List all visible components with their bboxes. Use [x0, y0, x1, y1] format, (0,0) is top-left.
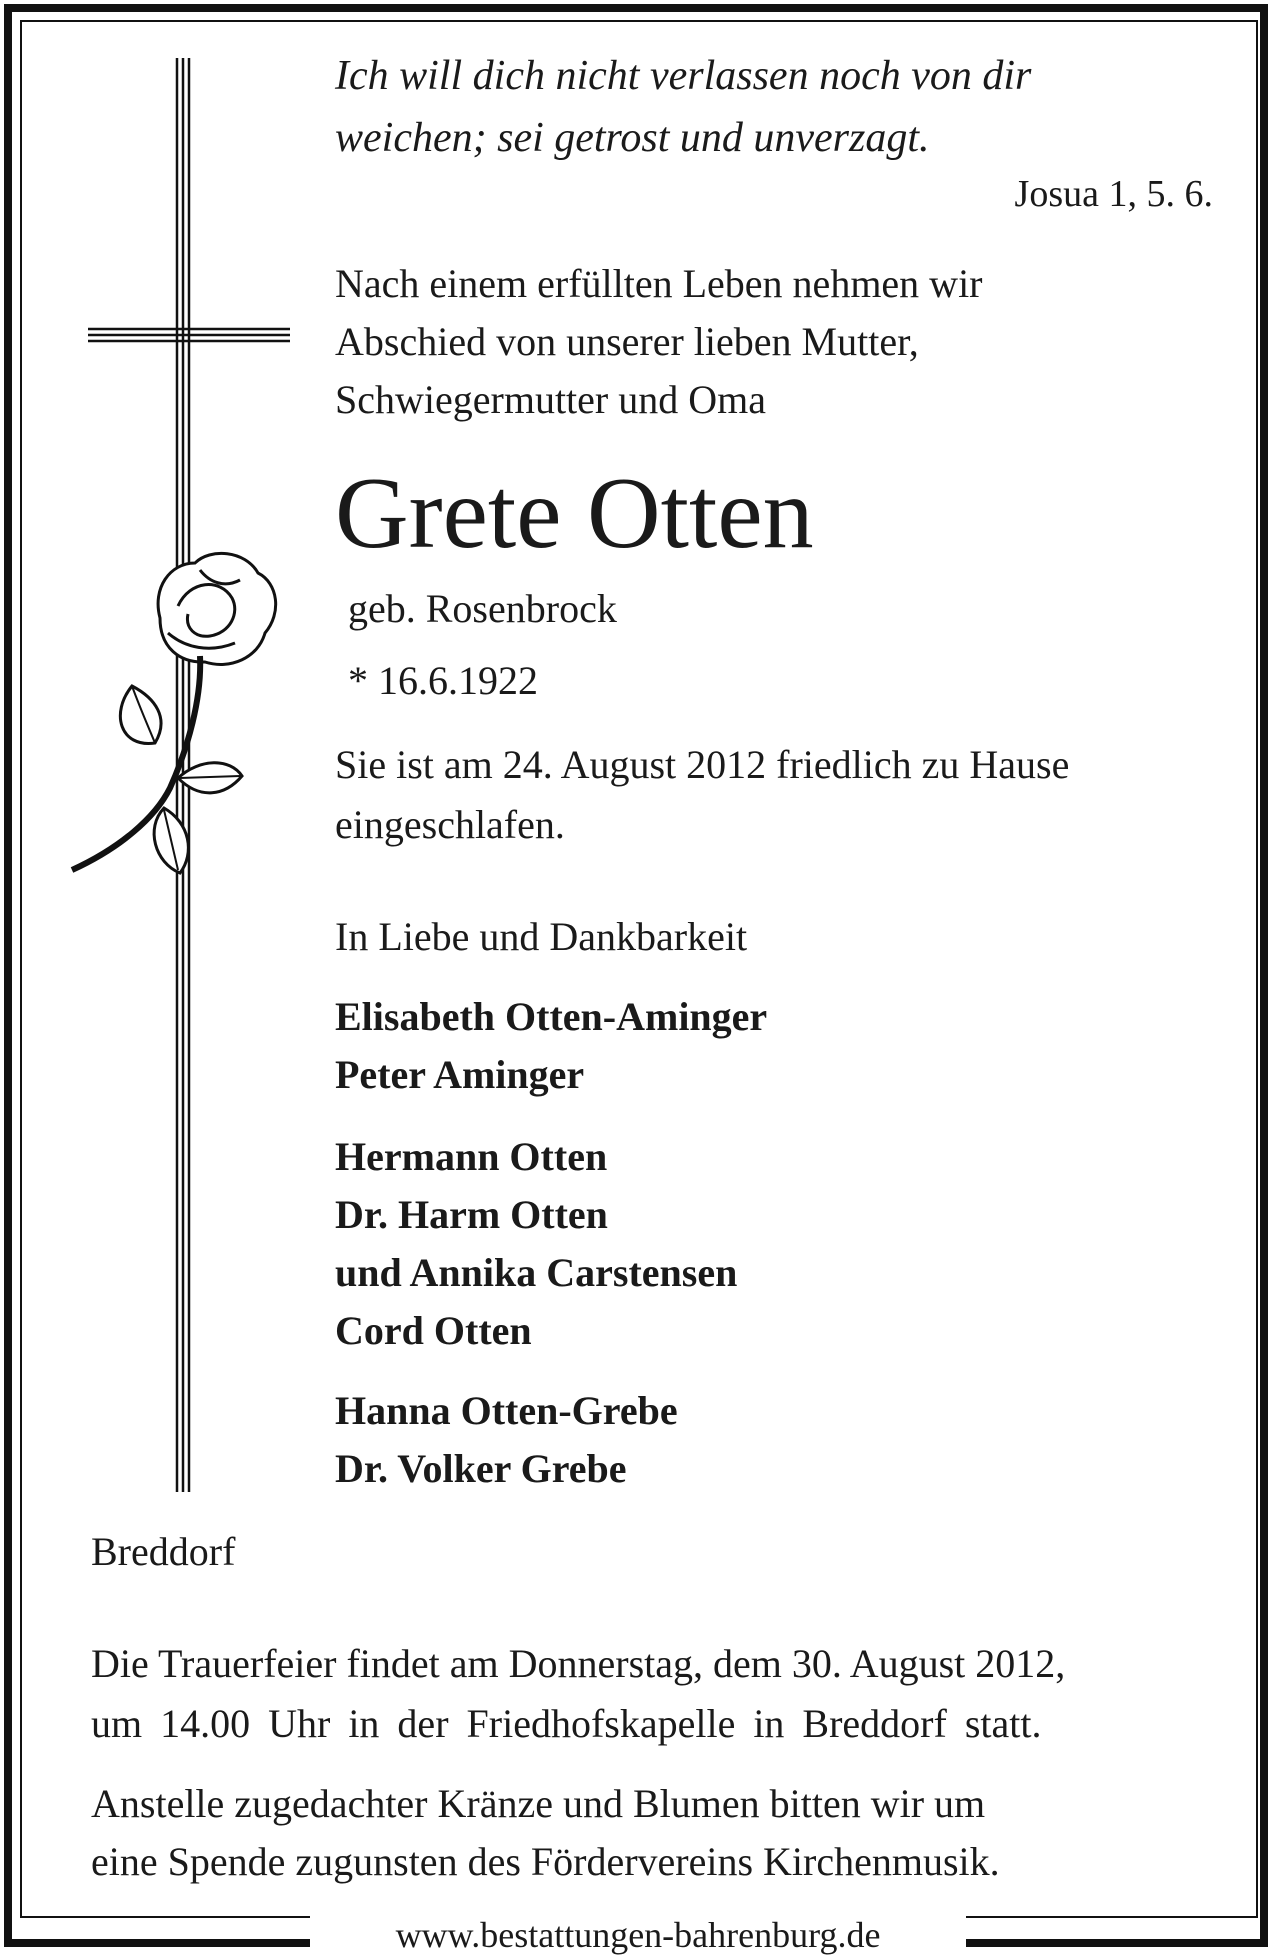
verse-line: weichen; sei getrost und unverzagt.: [335, 115, 930, 161]
verse-reference: Josua 1, 5. 6.: [1014, 173, 1213, 215]
family-member: Dr. Harm Otten: [335, 1192, 608, 1237]
donation-info: [91, 1775, 1215, 1891]
intro-line: Abschied von unserer lieben Mutter,: [335, 319, 919, 364]
donation-line: Anstelle zugedachter Kränze und Blumen bitten wir um: [91, 1781, 986, 1826]
family-member: Dr. Volker Grebe: [335, 1446, 627, 1491]
cross-icon: [60, 58, 300, 1492]
family-member: und Annika Carstensen: [335, 1250, 738, 1295]
intro-line: Nach einem erfüllten Leben nehmen wir: [335, 261, 983, 306]
family-group: [335, 1128, 1235, 1360]
family-member: Elisabeth Otten-Aminger: [335, 994, 768, 1039]
closing-phrase: In Liebe und Dankbarkeit: [335, 914, 748, 959]
place-name: Breddorf: [91, 1529, 236, 1574]
death-notice: [335, 735, 1235, 855]
funeral-line: um 14.00 Uhr in der Friedhofskapelle in Breddorf statt.: [91, 1701, 1042, 1746]
funeral-line: Die Trauerfeier findet am Donnerstag, dem 30. August 2012,: [91, 1641, 1066, 1686]
rose-icon: [72, 553, 276, 873]
family-member: Hermann Otten: [335, 1134, 608, 1179]
deceased-name: Grete Otten: [335, 457, 814, 570]
donation-line: eine Spende zugunsten des Fördervereins Kirchenmusik.: [91, 1839, 1000, 1884]
birth-date: * 16.6.1922: [348, 658, 538, 703]
family-group: [335, 988, 1235, 1104]
intro-line: Schwiegermutter und Oma: [335, 377, 766, 422]
footer-url[interactable]: www.bestattungen-bahrenburg.de: [310, 1912, 966, 1958]
family-member: Cord Otten: [335, 1308, 532, 1353]
verse-line: Ich will dich nicht verlassen noch von dir: [335, 53, 1032, 99]
death-line: eingeschlafen.: [335, 802, 565, 847]
funeral-info: [91, 1634, 1215, 1754]
death-line: Sie ist am 24. August 2012 friedlich zu Hause: [335, 742, 1070, 787]
family-member: Hanna Otten-Grebe: [335, 1388, 678, 1433]
bible-verse: [335, 45, 1235, 169]
intro-text: [335, 255, 1235, 429]
family-group: [335, 1382, 1235, 1498]
family-member: Peter Aminger: [335, 1052, 585, 1097]
maiden-name: geb. Rosenbrock: [348, 586, 617, 631]
